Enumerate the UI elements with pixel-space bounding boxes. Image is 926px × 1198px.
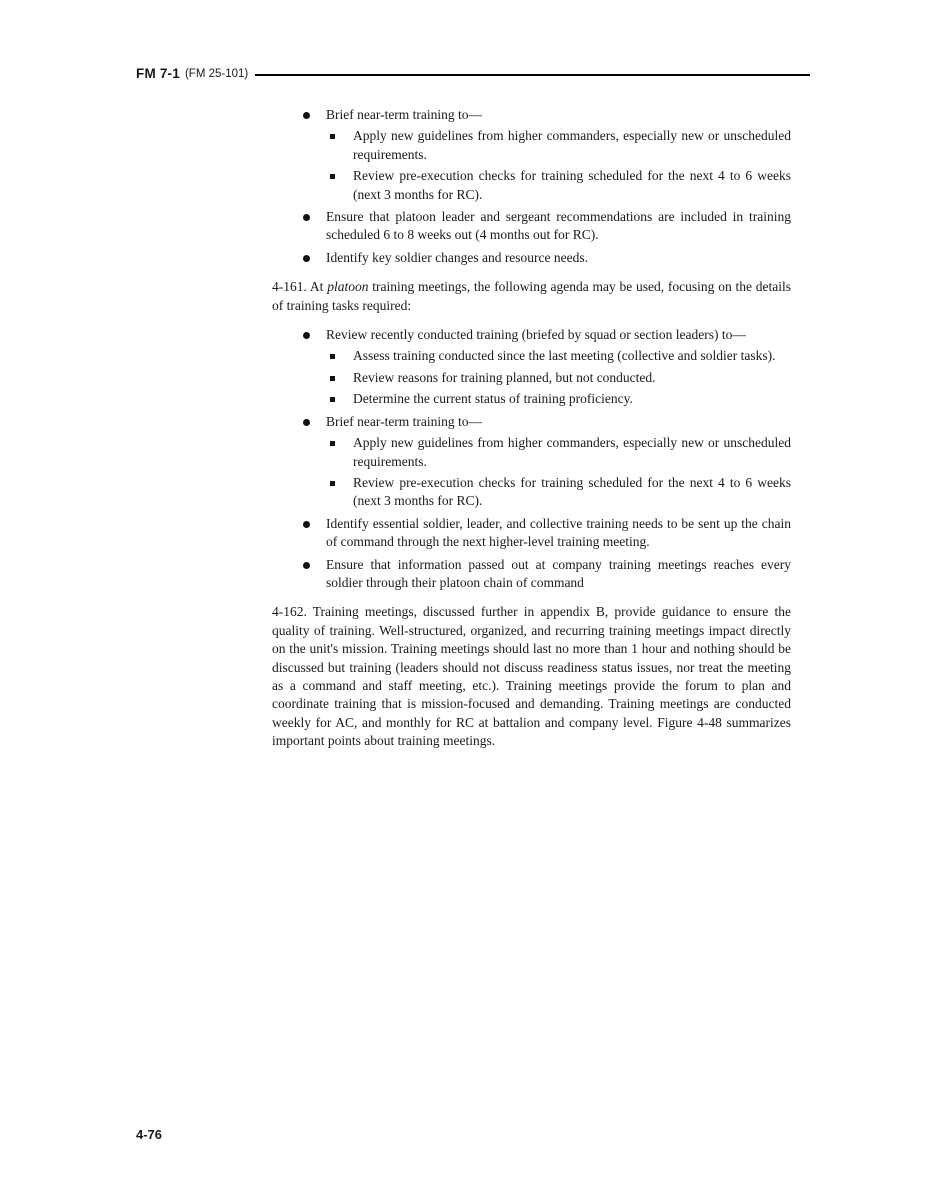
list-item-text: Ensure that platoon leader and sergeant recommendations are included in training scheduled 6 to 8 weeks out (4 months out for RC). — [326, 209, 791, 243]
sub-list-item — [272, 369, 791, 387]
square-bullet-icon — [330, 376, 335, 381]
list-item — [272, 556, 791, 593]
sub-list-item — [272, 474, 791, 511]
manual-reference: (FM 25-101) — [184, 67, 249, 80]
manual-number: FM 7-1 — [136, 66, 180, 81]
paragraph-4-162 — [272, 603, 791, 750]
header-rule — [255, 74, 810, 76]
list-item-text: Brief near-term training to— — [326, 413, 483, 429]
sub-list-item-text: Review reasons for training planned, but not conducted. — [353, 369, 656, 385]
list-item-text: Brief near-term training to— — [326, 107, 483, 122]
sub-list-item-text: Determine the current status of training proficiency. — [353, 391, 633, 407]
sub-list-item-text: Apply new guidelines from higher commanders, especially new or unscheduled requirements. — [353, 128, 791, 162]
round-bullet-icon — [303, 255, 310, 262]
sub-list-item — [272, 434, 791, 471]
list-item — [272, 249, 791, 267]
document-body — [272, 106, 791, 751]
paragraph-text: 4-162. Training meetings, discussed further in appendix B, provide guidance to ensure the quality of training. Well-structured, organized, and recurring training meetings impact directly on the unit's mission. Training meetings should last no more than 1 hour and nothing should be discussed but training (leaders should not discuss readiness status issues, nor treat the meeting as a command and staff meeting, etc.). Training meetings provide the forum to plan and coordinate training that is mission-focused and demanding. Training meetings are conducted weekly for AC, and monthly for RC at battalion and company level. Figure 4-48 summarizes important points about training meetings. — [272, 604, 791, 749]
list-item — [272, 208, 791, 245]
list-block — [272, 326, 791, 592]
sub-list-item-text: Apply new guidelines from higher commanders, especially new or unscheduled requirements. — [353, 435, 791, 469]
square-bullet-icon — [330, 134, 335, 139]
round-bullet-icon — [303, 214, 310, 221]
page-number: 4-76 — [136, 1127, 163, 1142]
square-bullet-icon — [330, 441, 335, 446]
round-bullet-icon — [303, 419, 310, 426]
sub-list-item — [272, 127, 791, 164]
sub-list-item-text: Assess training conducted since the last meeting (collective and soldier tasks). — [353, 348, 776, 364]
sub-list-item — [272, 390, 791, 408]
square-bullet-icon — [330, 174, 335, 179]
sub-list-item-text: Review pre-execution checks for training scheduled for the next 4 to 6 weeks (next 3 months for RC). — [353, 168, 791, 202]
page-header — [136, 66, 810, 81]
list-item-text: Ensure that information passed out at company training meetings reaches every soldier through their platoon chain of command — [326, 556, 791, 590]
sub-list-item-text: Review pre-execution checks for training scheduled for the next 4 to 6 weeks (next 3 months for RC). — [353, 474, 791, 509]
square-bullet-icon — [330, 481, 335, 486]
paragraph-text: training meetings, the following agenda may be used, focusing on the details of training tasks required: — [272, 279, 791, 313]
page-footer — [136, 1127, 162, 1142]
sub-list-item — [272, 167, 791, 204]
italic-term: platoon — [327, 279, 369, 295]
list-item-text: Identify key soldier changes and resource needs. — [326, 249, 589, 265]
list-item — [272, 106, 791, 124]
round-bullet-icon — [303, 332, 310, 339]
paragraph-text: 4-161. At — [272, 279, 328, 295]
sub-list-item — [272, 347, 791, 365]
round-bullet-icon — [303, 562, 310, 569]
list-item — [272, 326, 791, 344]
square-bullet-icon — [330, 397, 335, 402]
list-item — [272, 413, 791, 431]
round-bullet-icon — [303, 521, 310, 528]
list-item-text: Identify essential soldier, leader, and collective training needs to be sent up the chain of command through the next higher-level training meeting. — [326, 515, 791, 550]
square-bullet-icon — [330, 354, 335, 359]
list-item-text: Review recently conducted training (briefed by squad or section leaders) to— — [326, 327, 746, 343]
round-bullet-icon — [303, 112, 310, 119]
paragraph-4-161 — [272, 278, 791, 315]
list-item — [272, 515, 791, 552]
